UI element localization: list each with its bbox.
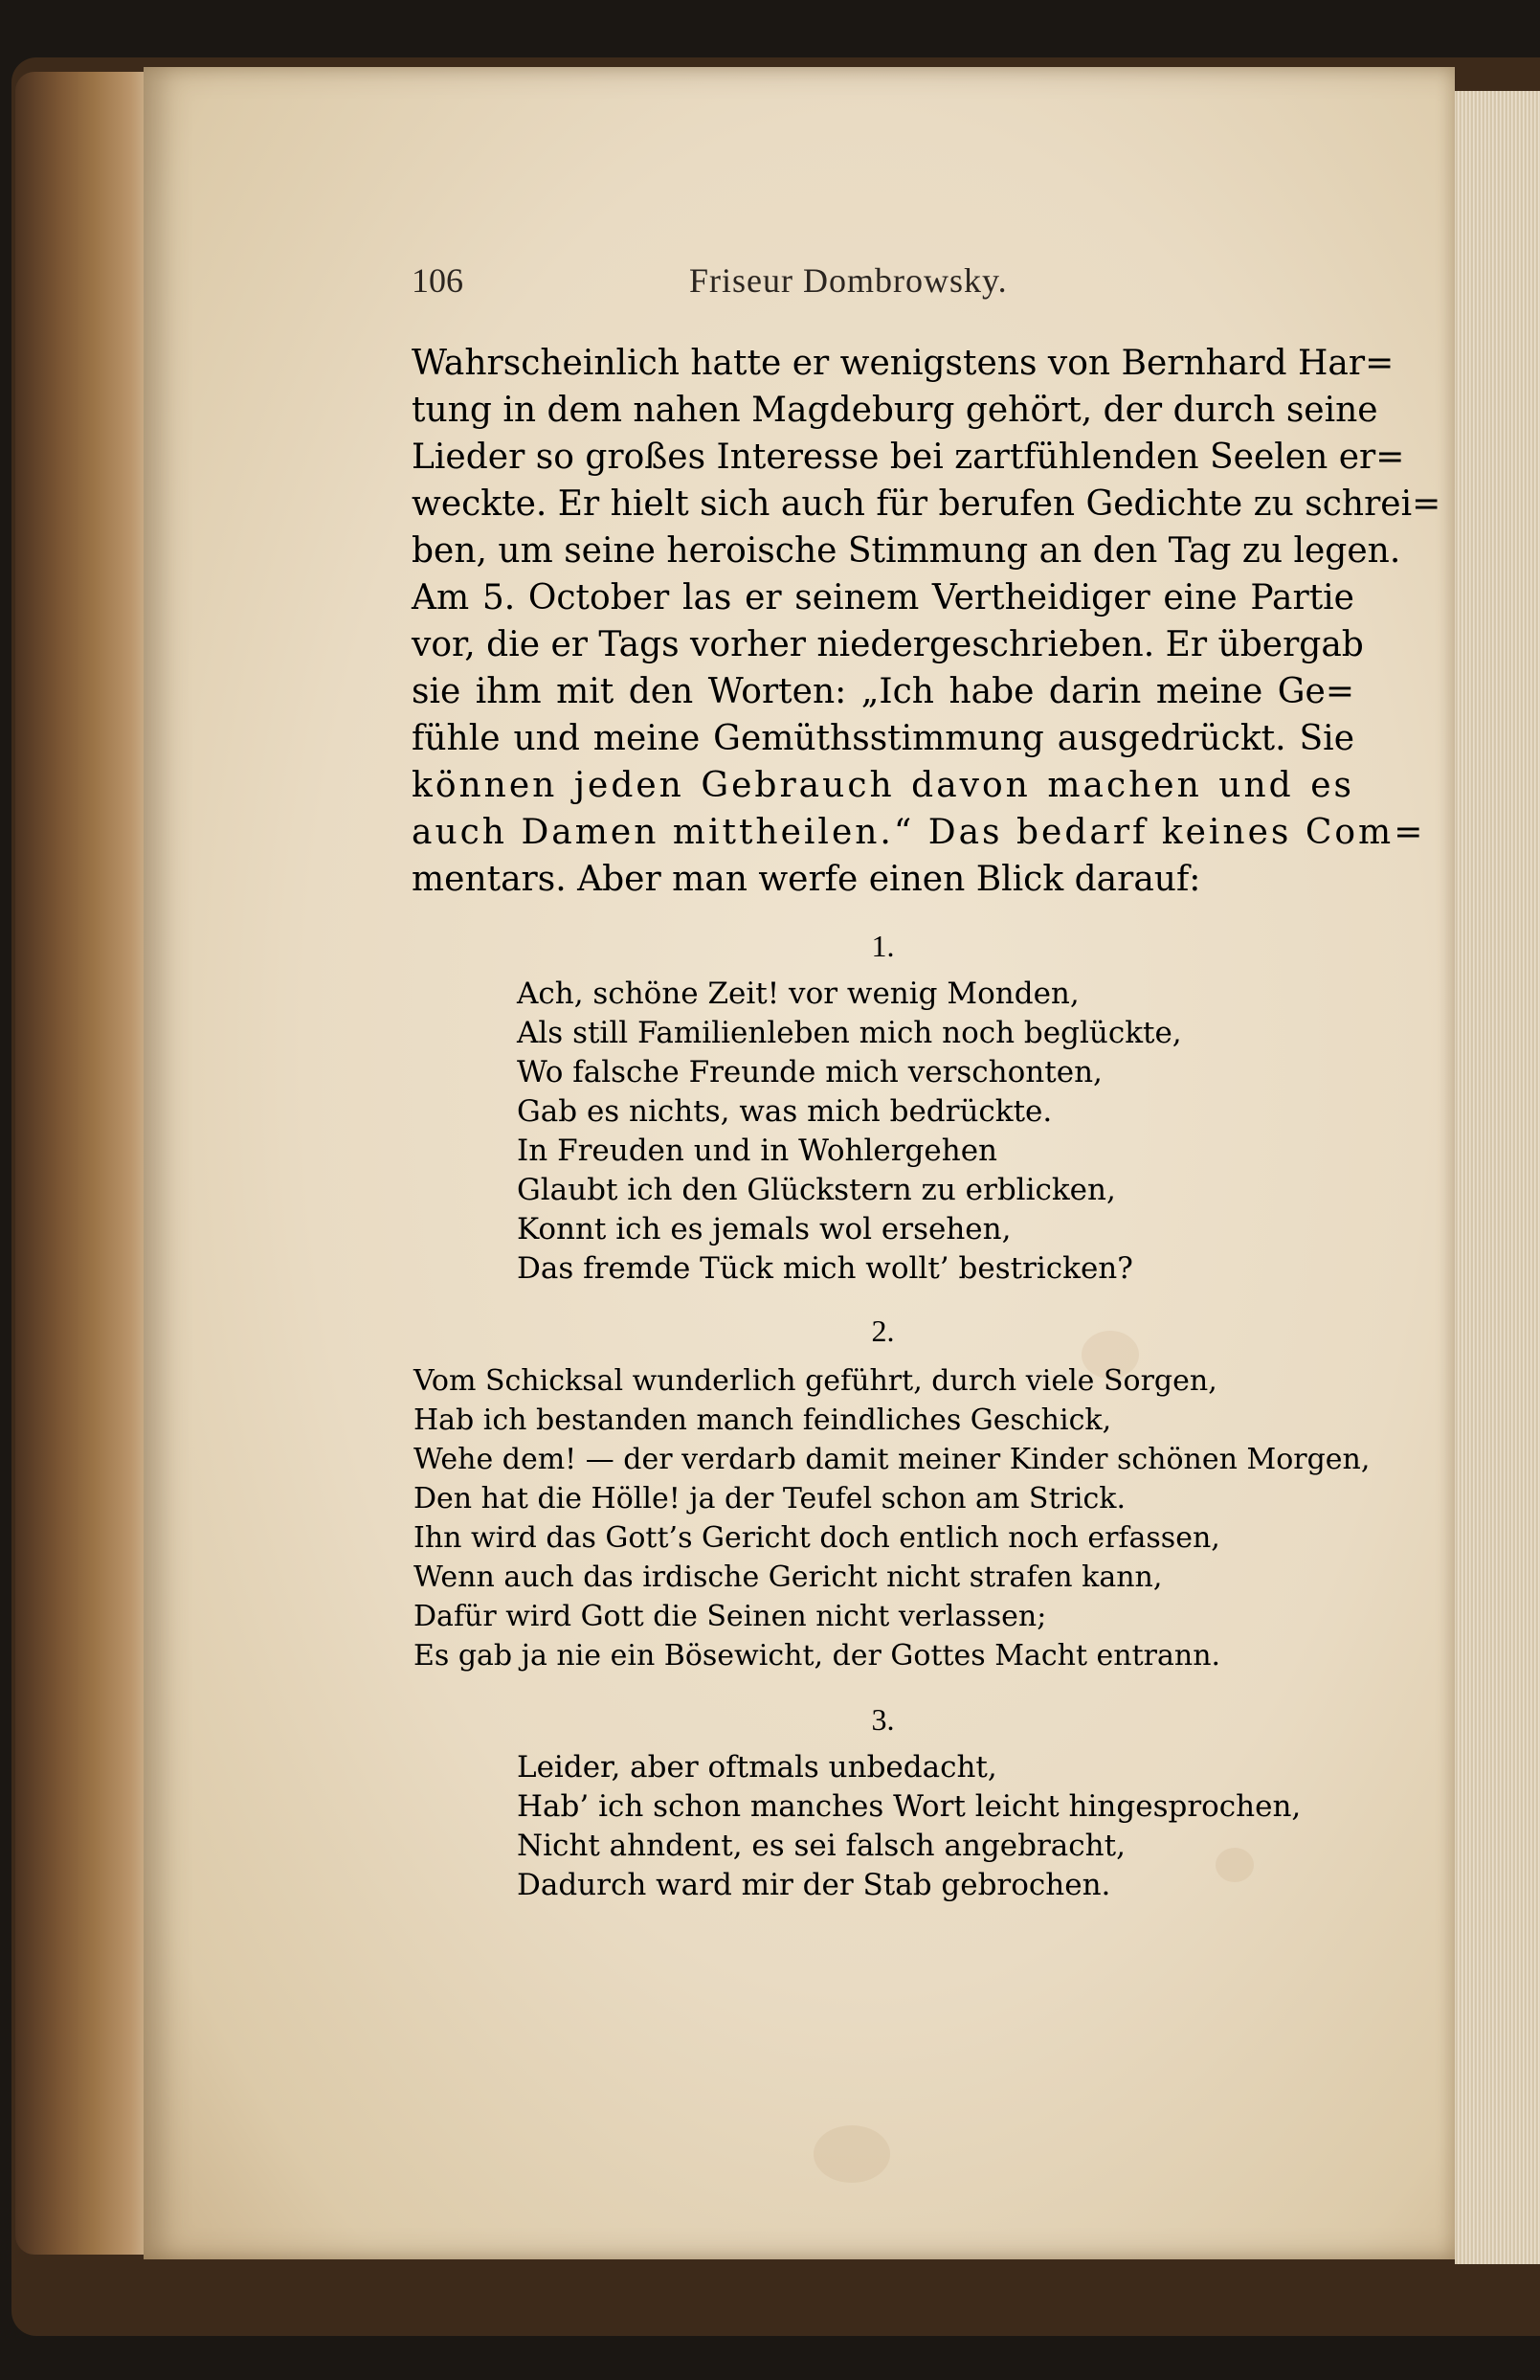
foxing-spot (814, 2125, 890, 2183)
text-line: weckte. Er hielt sich auch für berufen Gedichte zu schrei= (412, 484, 1441, 524)
verse-line: Hab’ ich schon manches Wort leicht hingesprochen, (517, 1789, 1302, 1824)
verse-line: Als still Familienleben mich noch beglückte, (517, 1016, 1182, 1050)
stanza-number: 2. (871, 1313, 895, 1348)
verse-line: Den hat die Hölle! ja der Teufel schon am Strick. (413, 1482, 1126, 1516)
verse-line: Hab ich bestanden manch feindliches Geschick, (413, 1403, 1112, 1437)
verse-line: Vom Schicksal wunderlich geführt, durch viele Sorgen, (413, 1364, 1217, 1398)
text-line: Wahrscheinlich hatte er wenigstens von Bernhard Har= (412, 344, 1395, 383)
verse-line: Das fremde Tück mich wollt’ bestricken? (517, 1251, 1133, 1286)
text-line: können jeden Gebrauch davon machen und es (412, 766, 1354, 805)
page-number: 106 (412, 261, 463, 300)
stanza-number: 3. (871, 1702, 895, 1737)
body-paragraph (412, 340, 1441, 903)
verse-line: Leider, aber oftmals unbedacht, (517, 1750, 997, 1785)
stanza-number: 1. (871, 929, 895, 963)
book-spine-edge (15, 72, 159, 2255)
verse-line: Es gab ja nie ein Bösewicht, der Gottes Macht entrann. (413, 1639, 1221, 1673)
text-line: ben, um seine heroische Stimmung an den Tag zu legen. (412, 531, 1401, 571)
verse-line: Ihn wird das Gott’s Gericht doch entlich noch erfassen, (413, 1521, 1220, 1555)
text-line: fühle und meine Gemüthsstimmung ausgedrückt. Sie (412, 719, 1354, 758)
running-head: Friseur Dombrowsky. (689, 261, 1008, 300)
stanza-3 (517, 1748, 1301, 1905)
text-line: sie ihm mit den Worten: „Ich habe darin meine Ge= (412, 672, 1354, 711)
verse-line: Nicht ahndent, es sei falsch angebracht, (517, 1829, 1126, 1863)
verse-line: Dafür wird Gott die Seinen nicht verlassen; (413, 1600, 1047, 1633)
text-line: vor, die er Tags vorher niedergeschrieben. Er übergab (412, 625, 1364, 664)
verse-line: Wo falsche Freunde mich verschonten, (517, 1055, 1103, 1089)
verse-line: In Freuden und in Wohlergehen (517, 1134, 998, 1168)
verse-line: Dadurch ward mir der Stab gebrochen. (517, 1868, 1111, 1902)
verse-line: Konnt ich es jemals wol ersehen, (517, 1212, 1012, 1246)
stanza-1 (517, 975, 1182, 1289)
verse-line: Gab es nichts, was mich bedrückte. (517, 1094, 1053, 1129)
verse-line: Wehe dem! — der verdarb damit meiner Kinder schönen Morgen, (413, 1443, 1371, 1476)
text-line: tung in dem nahen Magdeburg gehört, der durch seine (412, 391, 1378, 430)
stanza-2 (413, 1361, 1370, 1675)
verse-line: Wenn auch das irdische Gericht nicht strafen kann, (413, 1560, 1163, 1594)
text-line: Lieder so großes Interesse bei zartfühlenden Seelen er= (412, 438, 1405, 477)
text-line: Am 5. October las er seinem Vertheidiger eine Partie (412, 578, 1354, 617)
page-header (412, 260, 1354, 318)
text-line: mentars. Aber man werfe einen Blick darauf: (412, 860, 1201, 899)
text-line: auch Damen mittheilen.“ Das bedarf keines Com= (412, 813, 1426, 852)
verse-line: Glaubt ich den Glückstern zu erblicken, (517, 1173, 1116, 1207)
page-block-edges (1455, 91, 1540, 2264)
verse-line: Ach, schöne Zeit! vor wenig Monden, (517, 977, 1080, 1011)
